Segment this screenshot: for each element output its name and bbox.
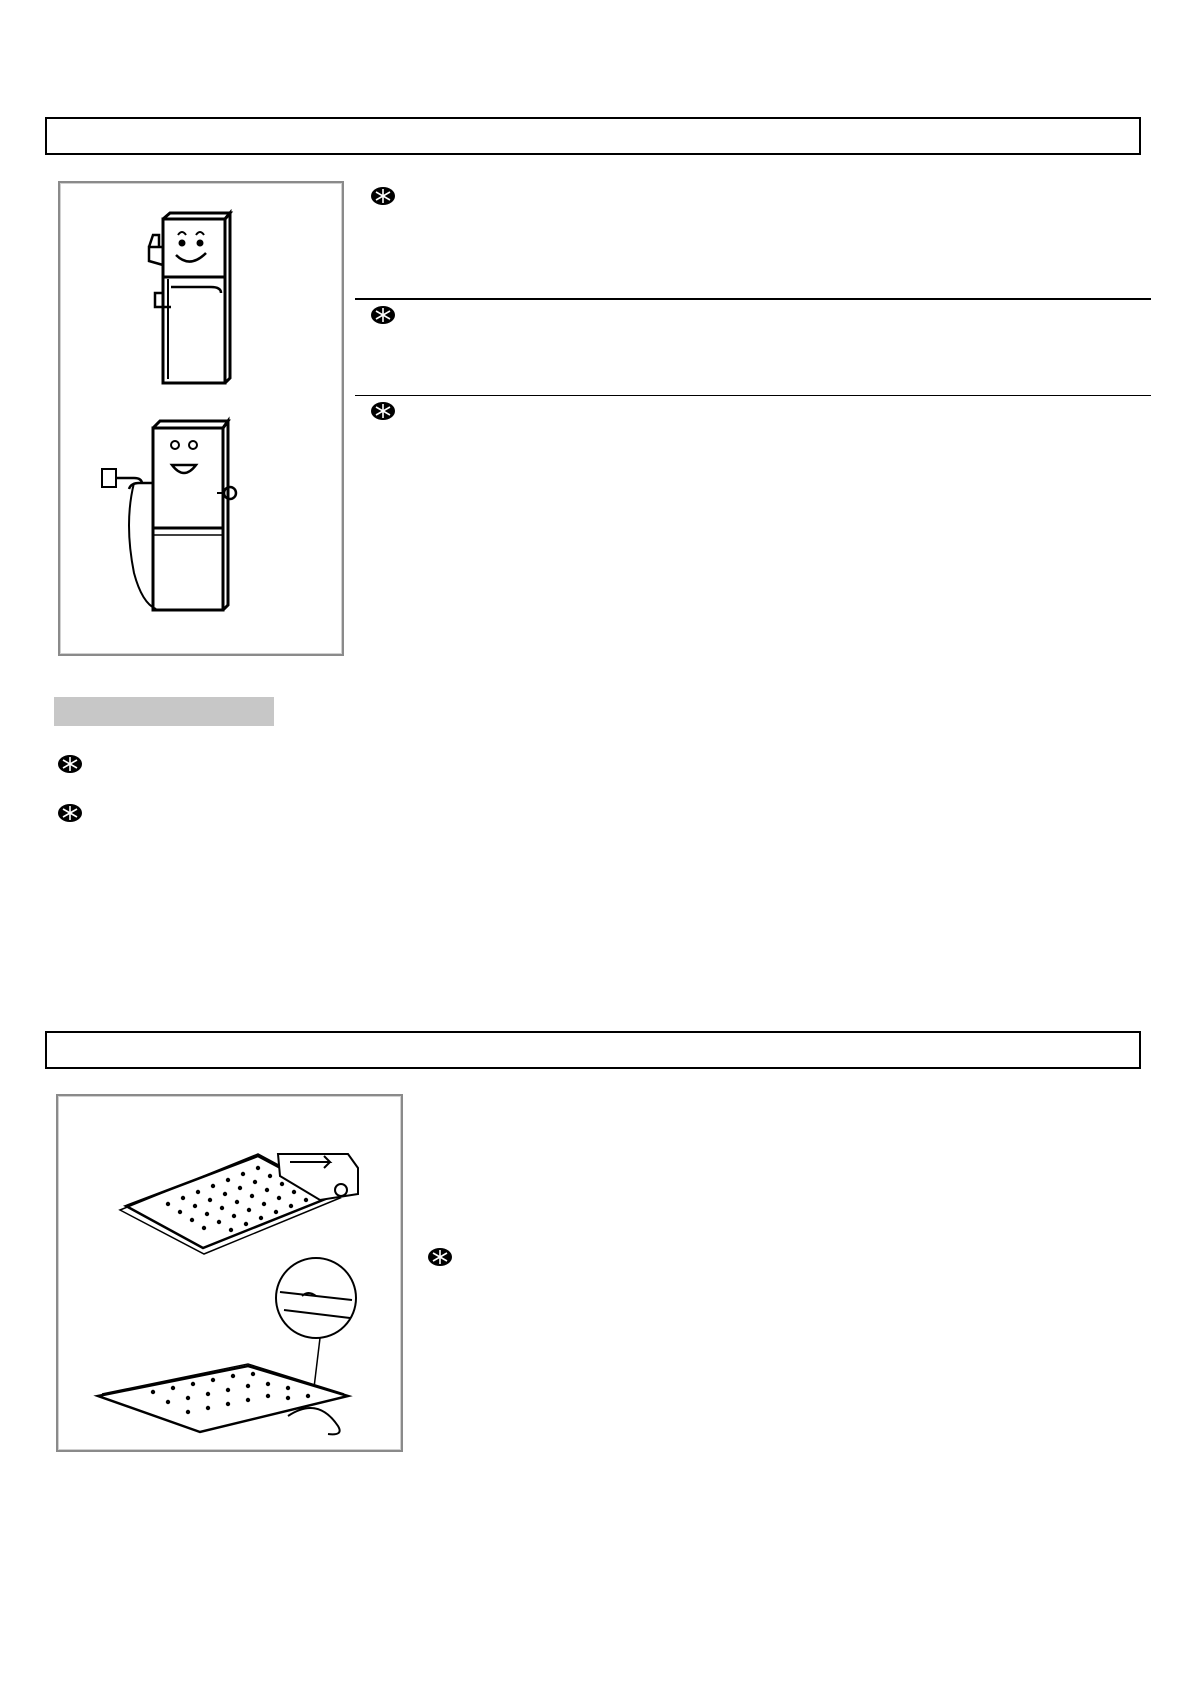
shelf-tray-illustration [120, 1154, 358, 1254]
fridge-plugged-in-illustration [102, 421, 236, 610]
section-1-header [45, 117, 1141, 155]
grey-subheading-band [54, 697, 274, 726]
snowflake-bullet-icon [370, 186, 396, 206]
shelf-detail-magnifier-illustration [98, 1258, 356, 1434]
snowflake-bullet-icon [370, 401, 396, 421]
snowflake-bullet-icon [427, 1247, 453, 1267]
snowflake-bullet-icon [57, 803, 83, 823]
section-2-header [45, 1031, 1141, 1069]
snowflake-bullet-icon [370, 305, 396, 325]
fridge-illustration-frame [58, 181, 344, 656]
note-divider [355, 298, 1151, 300]
note-divider [355, 395, 1151, 396]
snowflake-bullet-icon [57, 754, 83, 774]
fridge-thumbs-up-illustration [149, 213, 230, 383]
shelf-illustration-frame [56, 1094, 403, 1452]
